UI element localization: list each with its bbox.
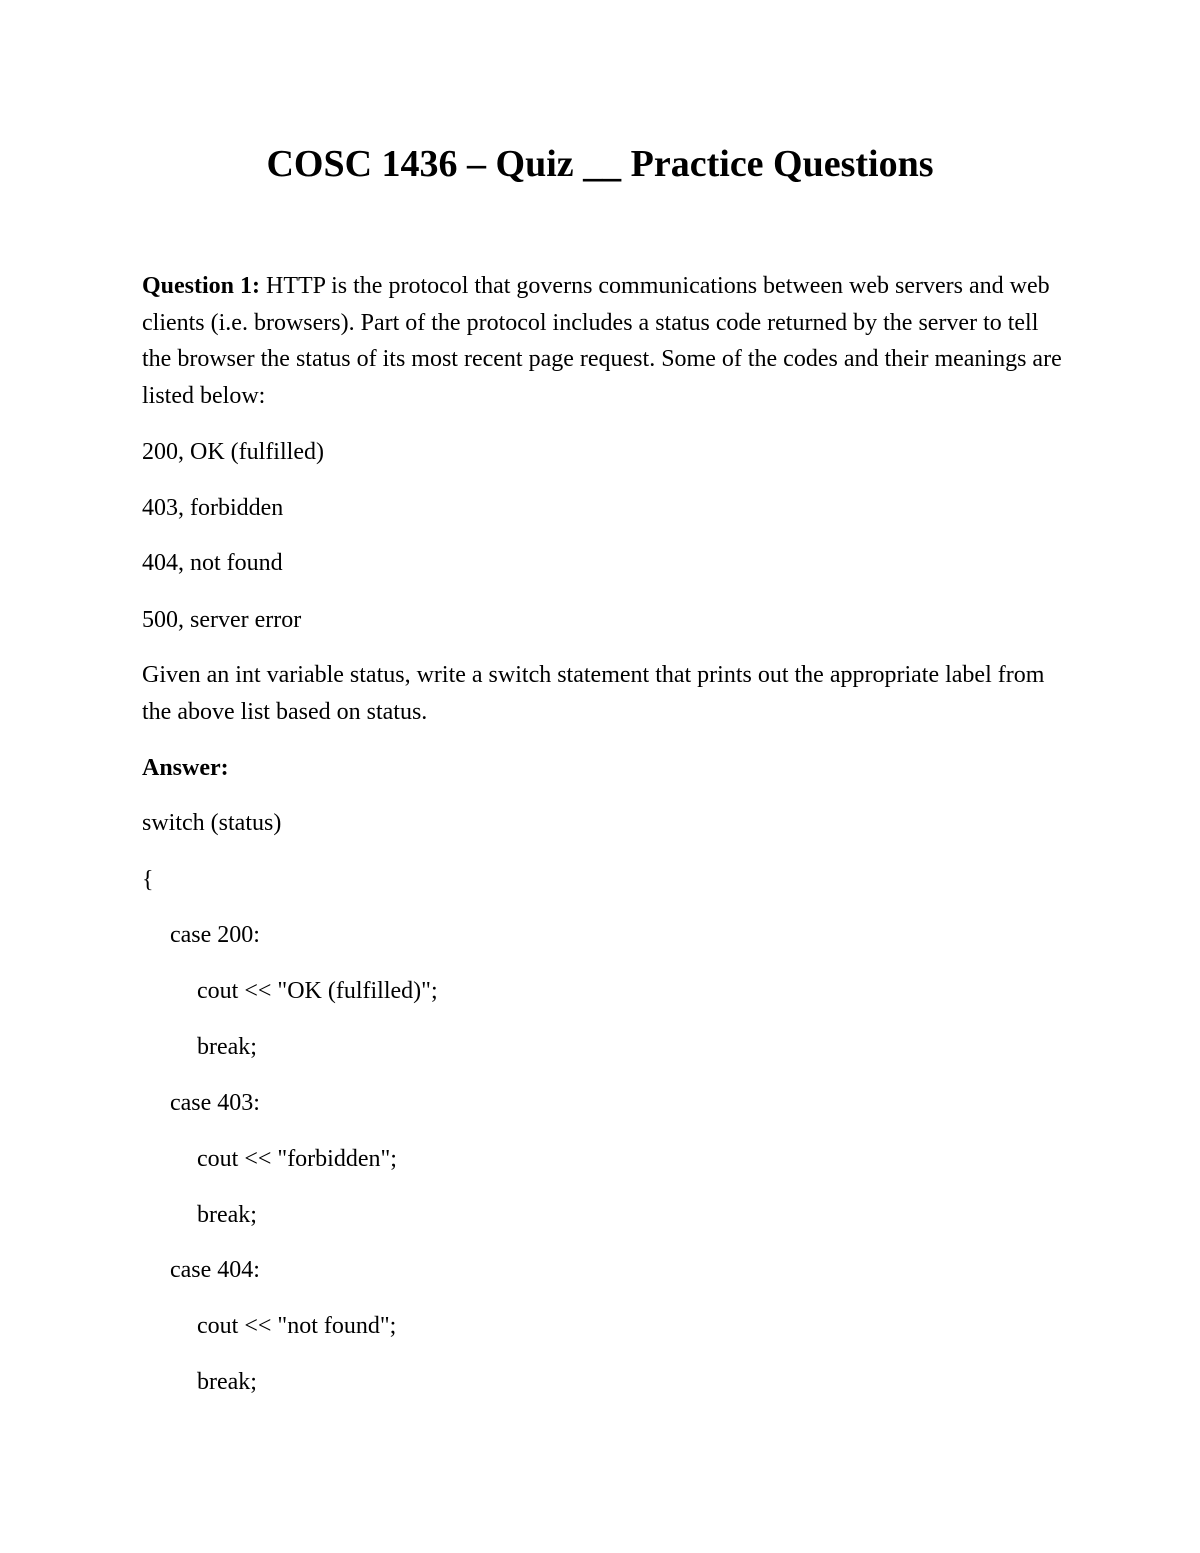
code-line: switch (status) <box>142 810 282 836</box>
status-code-item: 200, OK (fulfilled) <box>142 439 324 465</box>
code-line: cout << "not found"; <box>197 1313 397 1339</box>
status-code-item: 500, server error <box>142 607 302 633</box>
code-line: case 404: <box>170 1257 260 1283</box>
answer-label: Answer: <box>142 755 229 781</box>
code-line: break; <box>197 1369 257 1395</box>
code-line: { <box>142 867 154 893</box>
code-line: cout << "forbidden"; <box>197 1146 397 1172</box>
question-paragraph <box>142 268 1072 414</box>
instruction-paragraph: Given an int variable status, write a switch statement that prints out the appropriate label from the above list based on status. <box>142 662 1045 725</box>
page-title: COSC 1436 – Quiz __ Practice Questions <box>266 143 934 185</box>
code-line: case 403: <box>170 1090 260 1116</box>
code-line: cout << "OK (fulfilled)"; <box>197 978 438 1004</box>
code-line: case 200: <box>170 922 260 948</box>
status-code-item: 403, forbidden <box>142 495 284 521</box>
code-line: break; <box>197 1202 257 1228</box>
question-label: Question 1: <box>142 273 261 299</box>
code-line: break; <box>197 1034 257 1060</box>
status-code-item: 404, not found <box>142 550 283 576</box>
question-text: HTTP is the protocol that governs communications between web servers and web clients (i.e. browsers). Part of the protocol includes a status code returned by the server to tell the browser the status of its most recent page request. Some of the codes and their meanings are listed below: <box>142 273 1062 409</box>
